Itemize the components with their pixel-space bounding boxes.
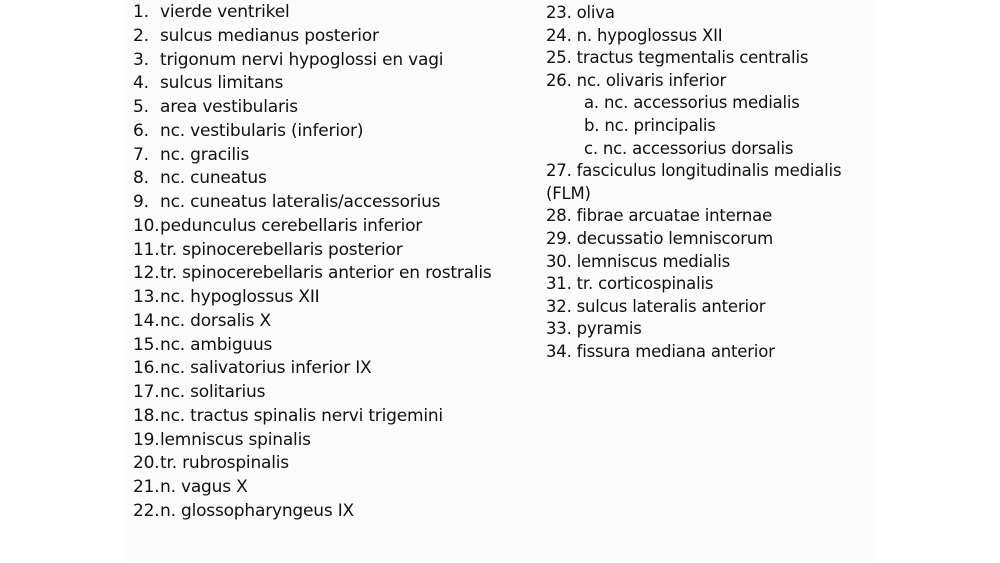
list-item [546,160,866,183]
item-number: 4. [133,73,149,94]
item-number: 5. [133,97,149,117]
list-item [546,341,866,364]
item-text: nc. solitarius [160,382,266,402]
item-text: tr. spinocerebellaris anterior en rostralis [160,263,492,284]
list-item [133,357,533,381]
item-number: 6. [133,120,149,141]
item-number: 24. [546,25,572,45]
list-item [546,318,866,341]
item-text: nc. vestibularis (inferior) [160,120,364,141]
list-item [133,72,533,96]
item-text: nc. accessorius medialis [603,93,800,113]
item-number: 10. [133,215,160,236]
item-number: 34. [546,341,572,361]
list-item [133,96,533,120]
list-subitem [546,92,866,115]
item-text: (FLM) [546,183,591,203]
item-text: nc. dorsalis X [160,310,271,331]
list-item [133,144,533,168]
list-item [133,120,533,144]
list-item [546,228,866,251]
list-item [133,310,533,334]
list-item [133,25,533,49]
item-number: 22. [133,500,160,521]
item-number: 20. [133,453,160,474]
item-text: nc. cuneatus lateralis/accessorius [160,192,441,212]
item-text: nc. cuneatus [160,168,267,189]
list-item [133,429,533,453]
item-number: 9. [133,192,149,212]
legend-list-left [133,1,533,524]
list-item [133,167,533,191]
subitem-letter: b. [584,115,600,135]
list-item [546,47,866,70]
item-text: lemniscus spinalis [160,429,311,450]
item-number: 11. [133,239,160,260]
subitem-letter: a. [584,93,599,113]
item-number: 8. [133,168,149,189]
item-text: nc. hypoglossus XII [160,287,320,307]
item-text: sulcus lateralis anterior [576,296,766,316]
item-text: trigonum nervi hypoglossi en vagi [160,49,444,70]
list-item [133,286,533,310]
item-number: 14. [133,310,160,331]
item-number: 26. [546,70,572,90]
item-number: 33. [546,319,572,339]
item-number: 27. [546,161,572,181]
item-text: vierde ventrikel [160,2,290,22]
item-number: 31. [546,274,572,294]
list-subitem [546,138,866,161]
list-item [546,2,866,25]
subitem-letter: c. [584,138,598,158]
item-text: tr. spinocerebellaris posterior [160,239,403,260]
item-number: 16. [133,358,160,379]
list-item [133,239,533,263]
item-text: n. hypoglossus XII [576,25,723,45]
list-item-continuation [546,183,866,206]
item-number: 12. [133,263,160,284]
item-text: tr. corticospinalis [576,274,714,294]
item-number: 19. [133,429,160,450]
item-text: nc. olivaris inferior [576,70,727,90]
list-item [133,381,533,405]
item-text: nc. gracilis [160,144,250,165]
item-number: 15. [133,334,160,355]
item-number: 21. [133,477,160,497]
list-item [133,1,533,25]
item-number: 17. [133,382,160,402]
item-text: fissura mediana anterior [576,341,775,361]
item-number: 2. [133,25,149,46]
item-text: nc. accessorius dorsalis [602,138,794,158]
item-text: tractus tegmentalis centralis [576,48,809,68]
item-text: pedunculus cerebellaris inferior [160,215,423,236]
item-text: fasciculus longitudinalis medialis [576,161,842,181]
item-text: nc. tractus spinalis nervi trigemini [160,405,443,426]
item-number: 3. [133,49,149,70]
item-number: 23. [546,3,572,22]
item-number: 30. [546,251,572,271]
item-text: decussatio lemniscorum [576,228,774,248]
item-text: nc. salivatorius inferior IX [160,358,372,379]
item-text: tr. rubrospinalis [160,453,289,474]
item-text: nc. principalis [604,115,716,135]
item-text: nc. ambiguus [160,334,273,355]
list-item [133,334,533,358]
item-text: n. glossopharyngeus IX [160,500,354,521]
item-text: lemniscus medialis [576,251,731,271]
list-item [546,205,866,228]
item-number: 7. [133,144,149,165]
list-item [133,49,533,73]
item-number: 13. [133,287,160,307]
item-number: 25. [546,48,572,68]
item-text: oliva [576,3,615,22]
list-item [133,191,533,215]
item-number: 18. [133,405,160,426]
legend-list-right [546,2,866,364]
list-item [133,262,533,286]
list-item [133,215,533,239]
item-number: 1. [133,2,149,22]
list-item [546,25,866,48]
item-text: sulcus medianus posterior [160,25,379,46]
item-text: sulcus limitans [160,73,284,94]
list-item [546,70,866,93]
list-subitem [546,115,866,138]
item-number: 32. [546,296,572,316]
item-text: n. vagus X [160,477,248,497]
item-text: pyramis [576,319,642,339]
list-item [546,296,866,319]
item-text: area vestibularis [160,97,298,117]
item-number: 28. [546,206,572,226]
list-item [133,452,533,476]
item-number: 29. [546,228,572,248]
list-item [133,500,533,524]
list-item [546,273,866,296]
list-item [546,251,866,274]
list-item [133,405,533,429]
item-text: fibrae arcuatae internae [576,206,773,226]
list-item [133,476,533,500]
